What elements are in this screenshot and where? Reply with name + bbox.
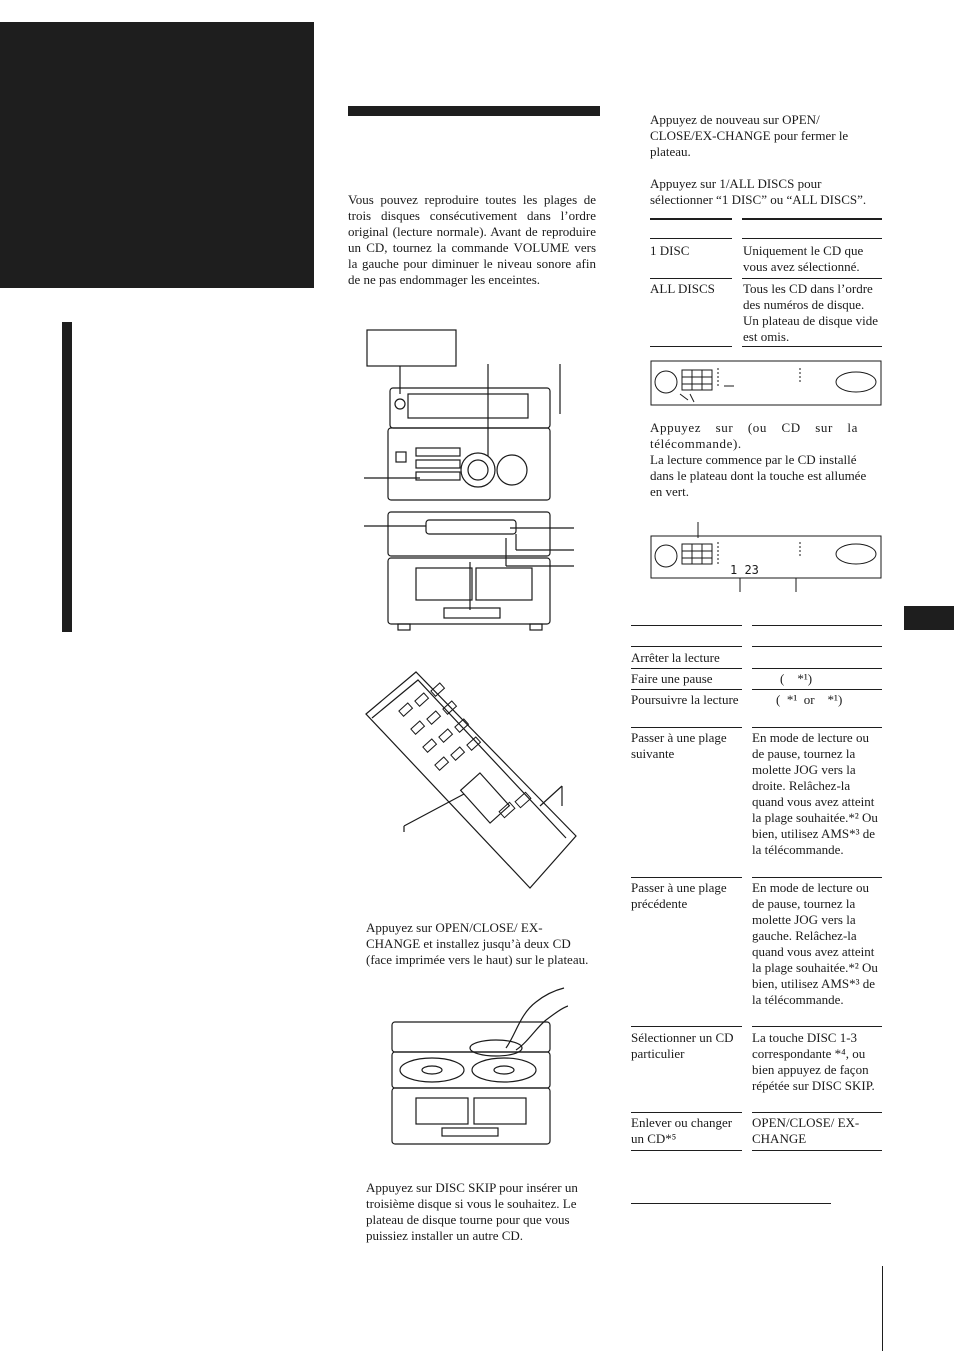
cd-playing-display [650, 520, 882, 594]
operation-cell: Faire une pause [631, 671, 713, 686]
operation-cell: Arrêter la lecture [631, 650, 720, 665]
action-cell: En mode de lecture ou de pause, tournez la molette JOG vers la gauche. Relâchez-la quand vous avez atteint la plage souhaitée.*² Ou bien, utilisez AMS*³ de la télécommande. [752, 880, 878, 1007]
mode-cell: ALL DISCS [650, 281, 715, 296]
intro-paragraph: Vous pouvez reproduire toutes les plages de trois disques consécutivement dans l’ordre original (lecture normale). Avant de reproduire un CD, tournez la commande VOLUME vers la gauche pour diminuer le niveau sonore afin de ne pas endommager les enceintes. [348, 192, 596, 287]
operation-cell: Passer à une plage précédente [631, 880, 727, 911]
page-edge-rule [882, 1266, 883, 1351]
step-2-text: Appuyez sur DISC SKIP pour insérer un troisième disque si vous le souhaitez. Le plateau de disque tourne pour que vous puissiez installer un autre CD. [366, 1180, 578, 1243]
operation-cell: Sélectionner un CD particulier [631, 1030, 734, 1061]
step-5-text-a: Appuyez sur (ou CD sur la télécommande). [650, 420, 858, 451]
mode-desc-cell: Uniquement le CD que vous avez sélectionné. [743, 243, 864, 274]
operation-cell: Poursuivre la lecture [631, 692, 739, 707]
page-edge-tab [904, 606, 954, 630]
mode-cell: 1 DISC [650, 243, 690, 258]
operation-cell: Passer à une plage suivante [631, 730, 727, 761]
stereo-system-illustration [360, 328, 582, 634]
cd-display-panel [650, 360, 882, 406]
action-cell: ( *¹) [780, 671, 813, 686]
footnote-separator [631, 1203, 831, 1204]
remote-control-illustration [360, 666, 582, 892]
action-cell: En mode de lecture ou de pause, tournez la molette JOG vers la droite. Relâchez-la quand vous avez atteint la plage souhaitée.*² Ou bien, utilisez AMS*³ de la télécommande. [752, 730, 878, 857]
action-cell: La touche DISC 1-3 correspondante *⁴, ou bien appuyez de façon répétée sur DISC SKIP. [752, 1030, 875, 1093]
step-1-text: Appuyez sur OPEN/CLOSE/ EX-CHANGE et installez jusqu’à deux CD (face imprimée vers le haut) sur le plateau. [366, 920, 589, 967]
section-title-bar [348, 106, 600, 116]
step-4-text: Appuyez sur 1/ALL DISCS pour sélectionner “1 DISC” ou “ALL DISCS”. [650, 176, 867, 207]
section-side-bar [62, 322, 72, 632]
chapter-tab-block [0, 22, 314, 288]
mode-desc-cell: Tous les CD dans l’ordre des numéros de disque. Un plateau de disque vide est omis. [743, 281, 879, 344]
action-cell: OPEN/CLOSE/ EX-CHANGE [752, 1115, 860, 1146]
operation-cell: Enlever ou changer un CD*⁵ [631, 1115, 733, 1146]
step-3-text: Appuyez de nouveau sur OPEN/ CLOSE/EX-CHANGE pour fermer le plateau. [650, 112, 849, 159]
disc-loading-illustration [386, 986, 568, 1148]
action-cell: ( *¹ or *¹) [776, 692, 843, 707]
step-5-text-b: La lecture commence par le CD installé dans le plateau dont la touche est allumée en vert. [650, 452, 867, 499]
display-track-time: 1 23 [730, 563, 759, 577]
